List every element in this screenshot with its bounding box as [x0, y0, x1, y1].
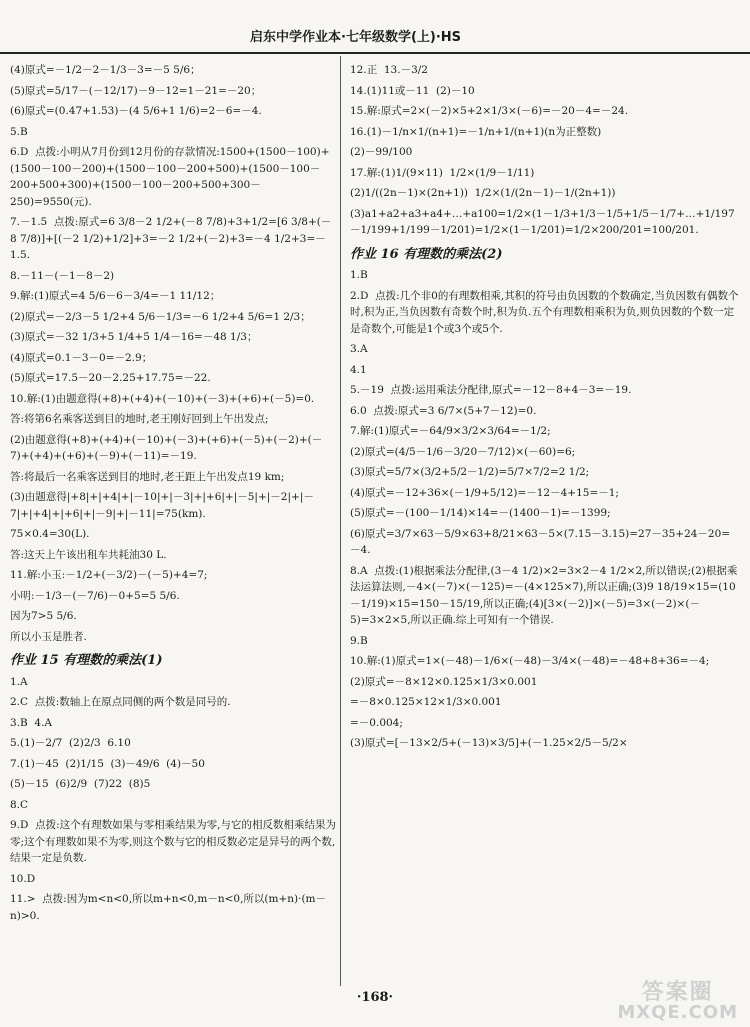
answer-line: 5.－19 点拨:运用乘法分配律,原式=－12－8+4－3=－19.	[350, 384, 632, 396]
answer-line: (2)－99/100	[350, 146, 413, 158]
answer-line: (3)原式=－32 1/3+5 1/4+5 1/4－16=－48 1/3；	[10, 331, 258, 343]
answer-line: (5)原式=－(100－1/14)×14=－(1400－1)=－1399;	[350, 507, 611, 519]
watermark-logo	[617, 980, 738, 1023]
section-16-lines	[350, 267, 740, 752]
answer-line: 9.B	[350, 634, 368, 647]
answer-line: (4)原式=－1/2－2－1/3－3=－5 5/6；	[10, 64, 201, 76]
page-header	[0, 0, 750, 54]
answer-line: 8.－11－(－1－8－2)	[10, 269, 115, 282]
answer-line: 2.D 点拨:几个非0的有理数相乘,其积的符号由负因数的个数确定,当负因数有偶数个时,积为正,当负因数有奇数个时,积为负.五个有理数相乘积为负,则负因数的个数一定是奇数个,可能是1个或3个或5个.	[350, 289, 739, 335]
answer-line: 9.解:(1)原式=4 5/6－6－3/4=－1 11/12；	[10, 290, 221, 302]
answer-line: (6)原式=3/7×63－5/9×63+8/21×63－5×(7.15－3.15)=27－35+24－20=－4.	[350, 527, 731, 556]
answer-line: 17.解:(1)1/(9×11) 1/2×(1/9－1/11)	[350, 166, 535, 179]
answer-line: 16.(1)－1/n×1/(n+1)=－1/n+1/(n+1)(n为正整数)	[350, 125, 602, 138]
section-title-16: 作业 16 有理数的乘法(2)	[350, 246, 503, 262]
answer-line: 7.－1.5 点拨:原式=6 3/8－2 1/2+(－8 7/8)+3+1/2=[6 3/8+(－8 7/8)]+[(－2 1/2)+1/2]+3=－2 1/2+(－2)+3=－4 1/2+3=－1.5.	[10, 216, 332, 261]
answer-line: =－8×0.125×12×1/3×0.001	[350, 696, 502, 708]
answer-line: (6)原式=(0.47+1.53)－(4 5/6+1 1/6)=2－6=－4.	[10, 105, 262, 117]
answer-line: 6.D 点拨:小明从7月份到12月份的存款情况:1500+(1500－100)+(1500－100－200)+(1500－100－200+500)+(1500－100－200+500+300)+(1500－100－200+500+300－250)=9550(元).	[10, 146, 330, 208]
answer-line: 因为7>5 5/6.	[10, 610, 77, 622]
answer-line: 3.A	[350, 343, 368, 355]
answer-line: 8.A 点拨:(1)根据乘法分配律,(3－4 1/2)×2=3×2－4 1/2×2,所以错误;(2)根据乘法运算法则,－4×(－7)×(－125)=－(4×125×7),所以正确;(3)9 18/19×15=(10－1/19)×15=150－15/19,所以正确;(4)[3×(－2)]×(－5)=3×(－2)×(－5)=3×2×5,所以正确.综上可知有一个错误.	[350, 564, 738, 626]
answer-line: 7.(1)－45 (2)1/15 (3)－49/6 (4)－50	[10, 757, 205, 770]
watermark-text: 答案圈	[641, 980, 714, 1005]
answer-line: (3)由题意得|+8|+|+4|+|－10|+|－3|+|+6|+|－5|+|－2|+|－7|+|+4|+|+6|+|－9|+|－11|=75(km).	[10, 491, 314, 520]
answer-line: (3)原式=5/7×(3/2+5/2－1/2)=5/7×7/2=2 1/2;	[350, 466, 590, 478]
answer-line: (2)原式=－2/3－5 1/2+4 5/6－1/3=－6 1/2+4 5/6=1 2/3；	[10, 310, 311, 323]
answer-line: 答:这天上午该出租车共耗油30 L.	[10, 548, 167, 561]
watermark-url: MXQE.COM	[617, 1002, 738, 1023]
answer-line: 答:将最后一名乘客送到目的地时,老王距上午出发点19 km;	[10, 470, 285, 483]
answer-line: (4)原式=－12+36×(－1/9+5/12)=－12－4+15=－1;	[350, 486, 619, 499]
answer-line: 15.解:原式=2×(－2)×5+2×1/3×(－6)=－20－4=－24.	[350, 105, 629, 117]
answer-line: 10.D	[10, 872, 36, 885]
answer-line: (2)由题意得(+8)+(+4)+(－10)+(－3)+(+6)+(－5)+(－2)+(－7)+(+4)+(+6)+(－9)+(－11)=－19.	[10, 433, 323, 462]
answer-line: 11.解:小玉:－1/2+(－3/2)－(－5)+4=7;	[10, 569, 208, 581]
section-title-15: 作业 15 有理数的乘法(1)	[10, 653, 163, 668]
answer-line: 5.(1)－2/7 (2)2/3 6.10	[10, 737, 131, 749]
answer-line: 8.C	[10, 798, 29, 811]
answer-line: 1.A	[10, 675, 28, 688]
answer-line: 14.(1)11或－11 (2)－10	[350, 84, 475, 97]
answer-line: (5)－15 (6)2/9 (7)22 (8)5	[10, 778, 151, 790]
answer-line: (3)a1+a2+a3+a4+…+a100=1/2×(1－1/3+1/3－1/5+1/5－1/7+…+1/197－1/199+1/199－1/201)=1/2×(1－1/201)=1/2×200/201=100/201.	[350, 207, 735, 236]
answer-line: 4.1	[350, 363, 367, 376]
page-number: ·168·	[356, 990, 394, 1005]
answer-line: 6.0 点拨:原式=3 6/7×(5+7－12)=0.	[350, 404, 537, 417]
answer-line: (5)原式=17.5－20－2.25+17.75=－22.	[10, 372, 211, 384]
book-title: 启东中学作业本·七年级数学(上)·HS	[250, 30, 462, 45]
answer-line: 7.解:(1)原式=－64/9×3/2×3/64=－1/2;	[350, 425, 551, 437]
right-answer-lines	[350, 62, 740, 239]
answer-line: (2)1/((2n－1)×(2n+1)) 1/2×(1/(2n－1)－1/(2n+1))	[350, 187, 616, 199]
answer-line: (4)原式=0.1－3－0=－2.9；	[10, 351, 153, 364]
left-answer-lines	[10, 62, 338, 645]
answer-line: 所以小玉是胜者.	[10, 630, 87, 643]
answer-line: (5)原式=5/17－(－12/17)－9－12=1－21=－20；	[10, 84, 262, 97]
answer-line: 75×0.4=30(L).	[10, 528, 90, 540]
answer-line: 9.D 点拨:这个有理数如果与零相乘结果为零,与它的相反数相乘结果为零;这个有理数如果不为零,则这个数与它的相反数必定是异号的两个数,结果一定是负数.	[10, 819, 336, 864]
answer-line: 答:将第6名乘客送到目的地时,老王刚好回到上午出发点;	[10, 413, 269, 425]
right-column	[350, 58, 740, 752]
answer-line: 1.B	[350, 269, 368, 281]
answer-line: (2)原式=(4/5－1/6－3/20－7/12)×(－60)=6;	[350, 445, 576, 458]
answer-line: 12.正 13.－3/2	[350, 64, 428, 76]
answer-line: 5.B	[10, 125, 28, 138]
answer-line: 10.解:(1)原式=1×(－48)－1/6×(－48)－3/4×(－48)=－48+8+36=－4;	[350, 655, 710, 667]
left-column	[10, 58, 338, 924]
answer-line: (2)原式=－8×12×0.125×1/3×0.001	[350, 675, 538, 688]
answer-line: (3)原式=[－13×2/5+(－13)×3/5]+(－1.25×2/5－5/2×	[350, 737, 628, 749]
column-divider	[340, 56, 341, 986]
answer-line: =－0.004;	[350, 716, 403, 729]
answer-line: 小明:－1/3－(－7/6)－0+5=5 5/6.	[10, 589, 180, 602]
answer-line: 2.C 点拨:数轴上在原点同侧的两个数是同号的.	[10, 696, 231, 708]
section-15-lines	[10, 674, 338, 925]
answer-line: 11.> 点拨:因为m<n<0,所以m+n<0,m－n<0,所以(m+n)·(m－n)>0.	[10, 893, 327, 922]
answer-line: 10.解:(1)由题意得(+8)+(+4)+(－10)+(－3)+(+6)+(－5)=0.	[10, 392, 315, 405]
answer-line: 3.B 4.A	[10, 716, 53, 729]
